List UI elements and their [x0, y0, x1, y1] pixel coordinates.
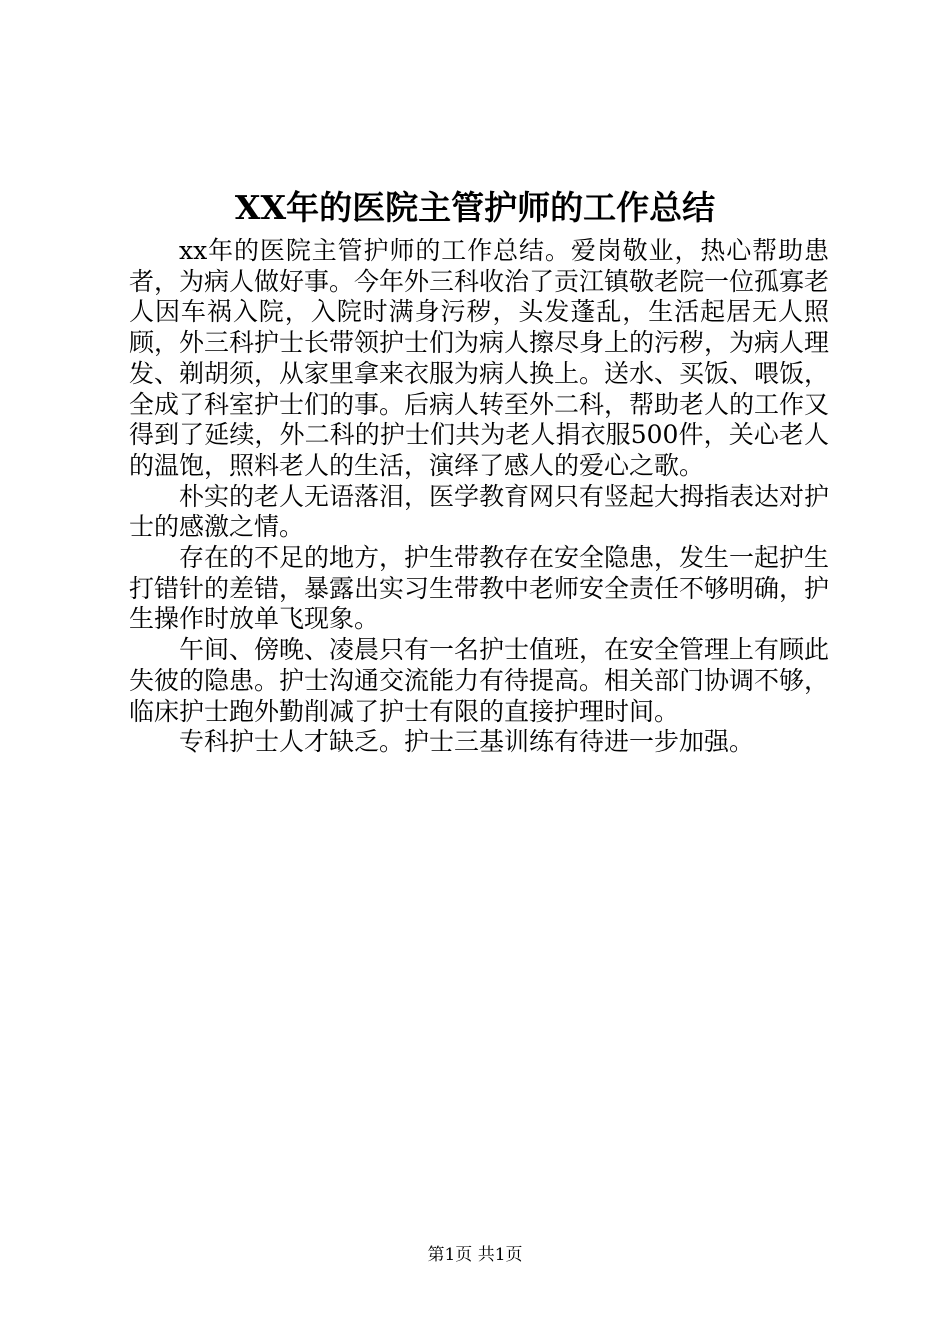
paragraph-4: 午间、傍晚、凌晨只有一名护士值班，在安全管理上有顾此失彼的隐患。护士沟通交流能力有待提高。相关部门协调不够，临床护士跑外勤削减了护士有限的直接护理时间。	[129, 635, 830, 726]
paragraph-1: xx年的医院主管护师的工作总结。爱岗敬业，热心帮助患者，为病人做好事。今年外三科收治了贡江镇敬老院一位孤寡老人因车祸入院，入院时满身污秽，头发蓬乱，生活起居无人照顾，外三科护士长带领护士们为病人擦尽身上的污秽，为病人理发、剃胡须，从家里拿来衣服为病人换上。送水、买饭、喂饭，全成了科室护士们的事。后病人转至外二科，帮助老人的工作又得到了延续，外二科的护士们共为老人捐衣服500件，关心老人的温饱，照料老人的生活，演绎了感人的爱心之歌。	[129, 236, 830, 480]
document-title: XX年的医院主管护师的工作总结	[234, 188, 716, 227]
page-footer: 第1页 共1页	[427, 1245, 523, 1265]
document-body	[129, 236, 829, 758]
paragraph-3: 存在的不足的地方，护生带教存在安全隐患，发生一起护生打错针的差错，暴露出实习生带教中老师安全责任不够明确，护生操作时放单飞现象。	[129, 543, 830, 634]
paragraph-2: 朴实的老人无语落泪，医学教育网只有竖起大拇指表达对护士的感激之情。	[129, 481, 830, 542]
paragraph-5: 专科护士人才缺乏。护士三基训练有待进一步加强。	[179, 727, 755, 757]
